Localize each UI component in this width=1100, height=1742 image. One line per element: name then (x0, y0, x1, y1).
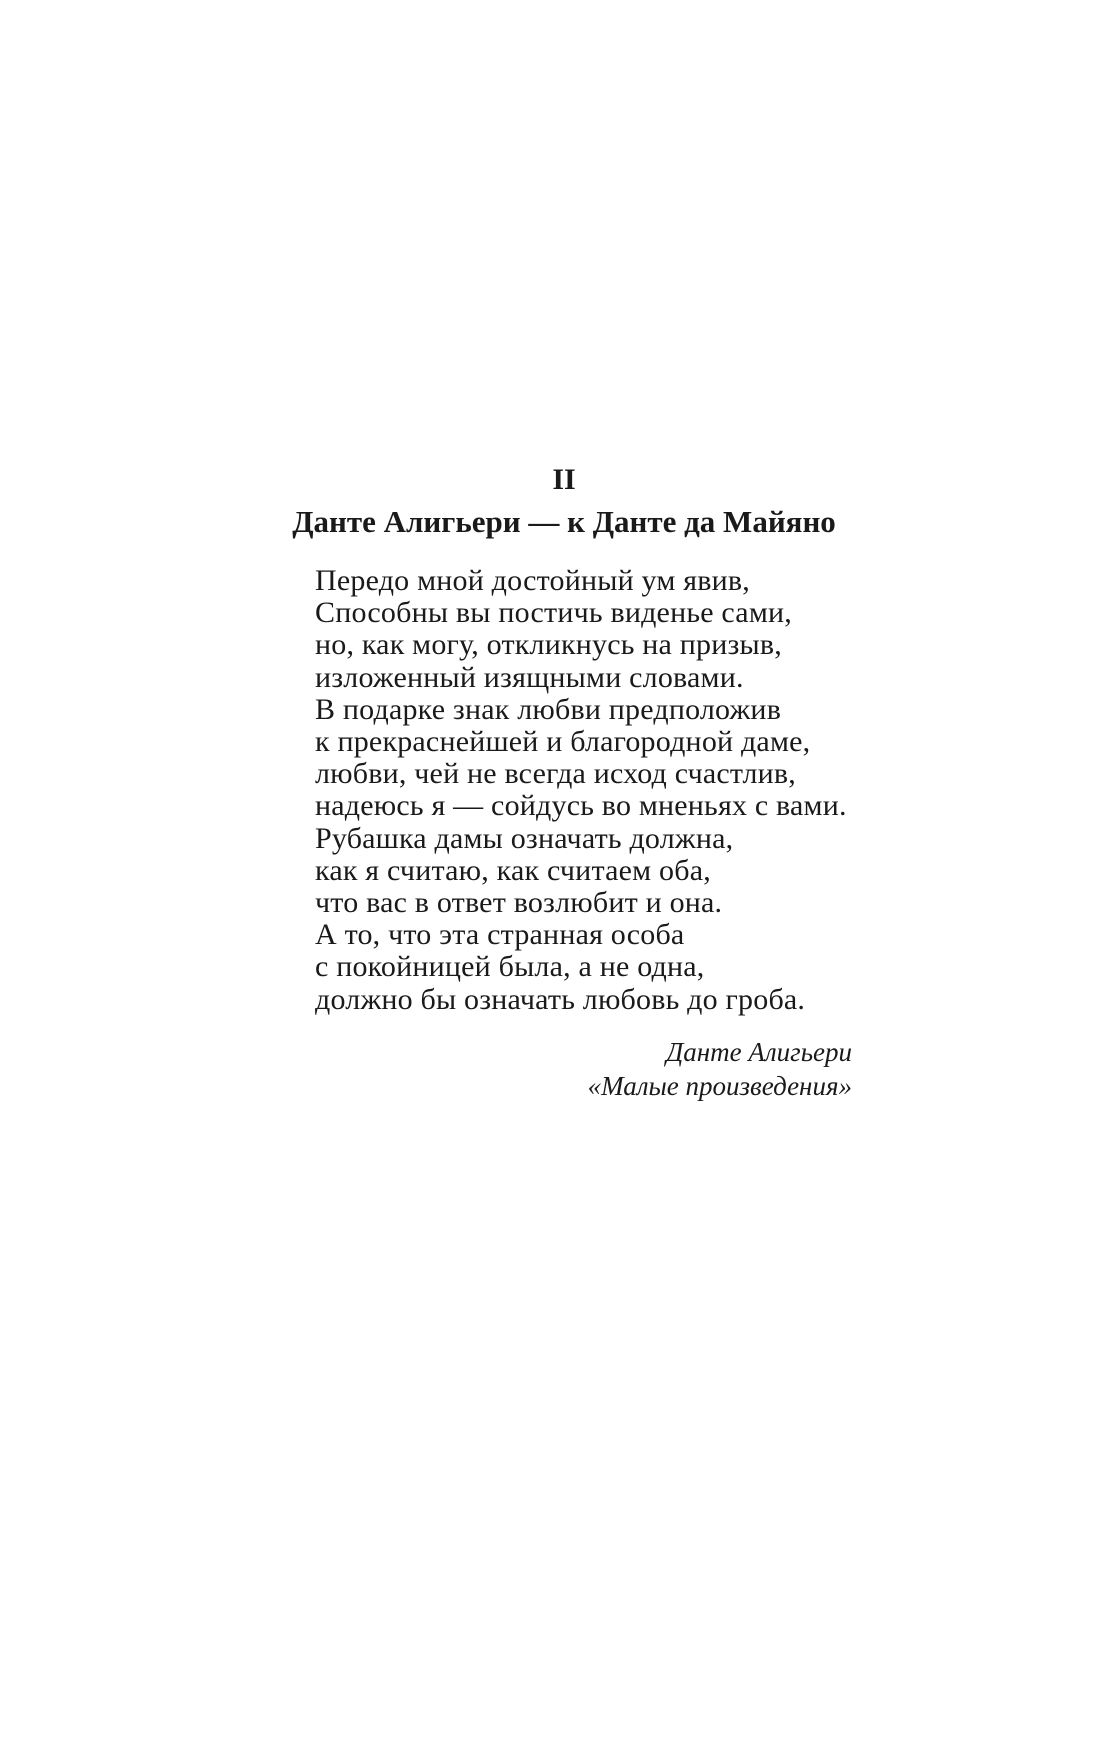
poem-text (315, 565, 875, 1016)
poem-line: с покойницей была, а не одна, (315, 950, 705, 984)
poem-line: Рубашка дамы означать должна, (315, 821, 734, 855)
poem-line: как я считаю, как считаем оба, (315, 853, 711, 887)
poem-line: что вас в ответ возлюбит и она. (315, 886, 723, 920)
poem-line: изложенный изящными словами. (315, 660, 744, 694)
poem-line: Способны вы постичь виденье сами, (315, 596, 792, 630)
poem-line: надеюсь я — сойдусь во мненьях с вами. (315, 789, 847, 823)
attribution-author: Данте Алигьери (666, 1037, 852, 1067)
poem-line: Передо мной достойный ум явив, (315, 564, 750, 597)
attribution-work: «Малые произведения» (587, 1071, 852, 1101)
poem-line: но, как могу, откликнусь на призыв, (315, 628, 782, 662)
poem-line: В подарке знак любви предположив (315, 692, 782, 726)
poem-line: к прекраснейшей и благородной даме, (315, 725, 811, 759)
poem-line: любви, чей не всегда исход счастлив, (315, 757, 796, 791)
poem-line: должно бы означать любовь до гроба. (315, 982, 806, 1016)
section-title: Данте Алигьери — к Данте да Майяно (292, 504, 836, 539)
section-number: II (552, 463, 576, 496)
poem-line: А то, что эта странная особа (315, 918, 685, 952)
attribution (480, 1035, 852, 1103)
